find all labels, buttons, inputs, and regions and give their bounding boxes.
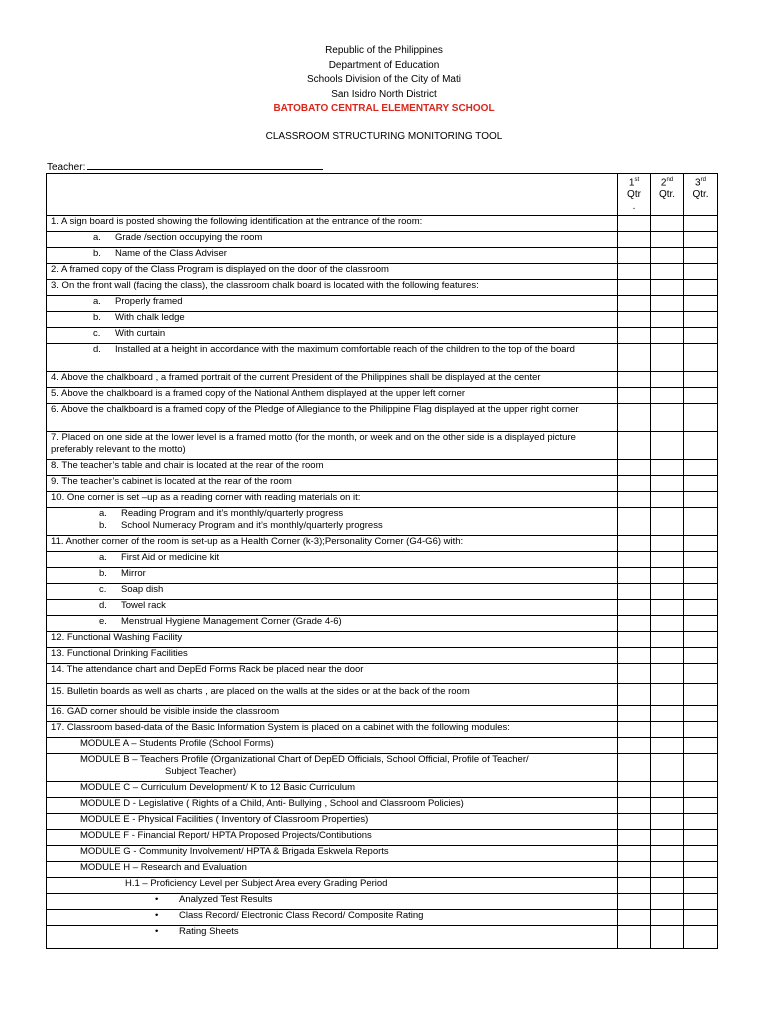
- table-row: [47, 508, 718, 536]
- header-republic: Republic of the Philippines: [325, 45, 443, 56]
- q1-cell[interactable]: [618, 830, 651, 846]
- table-row: [47, 432, 718, 460]
- q3-cell[interactable]: [684, 460, 718, 476]
- q3-cell[interactable]: [684, 738, 718, 754]
- item-5: 5. Above the chalkboard is a framed copy of the National Anthem displayed at the upper left corner: [47, 388, 618, 404]
- q1-cell[interactable]: [618, 738, 651, 754]
- item-15: 15. Bulletin boards as well as charts , are placed on the walls at the sides or at the back of the room: [47, 684, 618, 706]
- table-row: [47, 846, 718, 862]
- table-row: [47, 404, 718, 432]
- table-row: [47, 216, 718, 232]
- q3-cell[interactable]: [684, 926, 718, 949]
- module-h1: H.1 – Proficiency Level per Subject Area every Grading Period: [47, 878, 618, 894]
- table-row: [47, 492, 718, 508]
- table-row: [47, 738, 718, 754]
- item-11c: c. Soap dish: [47, 584, 618, 600]
- table-row: [47, 878, 718, 894]
- q3-cell[interactable]: [684, 476, 718, 492]
- q2-cell[interactable]: [651, 216, 684, 232]
- table-header-row: [47, 174, 718, 216]
- document-header: [0, 44, 768, 117]
- item-2: 2. A framed copy of the Class Program is displayed on the door of the classroom: [47, 264, 618, 280]
- item-14: 14. The attendance chart and DepEd Forms Rack be placed near the door: [47, 664, 618, 684]
- module-h: MODULE H – Research and Evaluation: [47, 862, 618, 878]
- table-row: [47, 280, 718, 296]
- item-11a: a. First Aid or medicine kit: [47, 552, 618, 568]
- q3-cell[interactable]: [684, 232, 718, 248]
- q2-cell[interactable]: [651, 846, 684, 862]
- q2-cell[interactable]: [651, 782, 684, 798]
- table-row: [47, 632, 718, 648]
- table-row: [47, 814, 718, 830]
- module-f: MODULE F - Financial Report/ HPTA Proposed Projects/Contibutions: [47, 830, 618, 846]
- item-16: 16. GAD corner should be visible inside the classroom: [47, 706, 618, 722]
- q2-cell[interactable]: [651, 738, 684, 754]
- item-3c: c. With curtain: [47, 328, 618, 344]
- item-1a: a. Grade /section occupying the room: [47, 232, 618, 248]
- q3-cell[interactable]: [684, 388, 718, 404]
- header-q2: 2nd Qtr.: [651, 174, 684, 216]
- q3-cell[interactable]: [684, 722, 718, 738]
- module-g: MODULE G - Community Involvement/ HPTA & Brigada Eskwela Reports: [47, 846, 618, 862]
- table-row: [47, 600, 718, 616]
- q3-cell[interactable]: [684, 372, 718, 388]
- item-11: 11. Another corner of the room is set-up as a Health Corner (k-3);Personality Corner (G4-G6) with:: [47, 536, 618, 552]
- document-title: CLASSROOM STRUCTURING MONITORING TOOL: [265, 131, 503, 142]
- q2-cell[interactable]: [651, 404, 684, 432]
- table-row: [47, 616, 718, 632]
- q3-cell[interactable]: [684, 894, 718, 910]
- q3-cell[interactable]: [684, 344, 718, 372]
- q1-cell[interactable]: [618, 492, 651, 508]
- q3-cell[interactable]: [684, 846, 718, 862]
- q1-cell[interactable]: [618, 404, 651, 432]
- q3-cell[interactable]: [684, 296, 718, 312]
- teacher-label: Teacher:: [47, 162, 86, 173]
- q3-cell[interactable]: [684, 684, 718, 706]
- table-row: [47, 476, 718, 492]
- q1-cell[interactable]: [618, 312, 651, 328]
- q3-cell[interactable]: [684, 648, 718, 664]
- module-b: MODULE B – Teachers Profile (Organizational Chart of DepED Officials, School Official, Profile of Teacher/ Subject Teacher): [47, 754, 618, 782]
- item-10: 10. One corner is set –up as a reading corner with reading materials on it:: [47, 492, 618, 508]
- q3-cell[interactable]: [684, 492, 718, 508]
- header-q1: 1st Qtr .: [618, 174, 651, 216]
- item-11b: b. Mirror: [47, 568, 618, 584]
- q1-cell[interactable]: [618, 232, 651, 248]
- table-row: [47, 664, 718, 684]
- table-row: [47, 584, 718, 600]
- q2-cell[interactable]: [651, 798, 684, 814]
- q3-cell[interactable]: [684, 910, 718, 926]
- bullet-icon: •: [155, 894, 159, 905]
- q2-cell[interactable]: [651, 862, 684, 878]
- q3-cell[interactable]: [684, 328, 718, 344]
- q2-cell[interactable]: [651, 926, 684, 949]
- q3-cell[interactable]: [684, 536, 718, 552]
- table-row: [47, 910, 718, 926]
- q2-cell[interactable]: [651, 830, 684, 846]
- item-3d: d. Installed at a height in accordance with the maximum comfortable reach of the children to the top of the board: [47, 344, 618, 372]
- q3-cell[interactable]: [684, 862, 718, 878]
- q1-cell[interactable]: [618, 894, 651, 910]
- q2-cell[interactable]: [651, 388, 684, 404]
- item-11d: d. Towel rack: [47, 600, 618, 616]
- q2-cell[interactable]: [651, 280, 684, 296]
- q2-cell[interactable]: [651, 248, 684, 264]
- table-row: [47, 460, 718, 476]
- q3-cell[interactable]: [684, 754, 718, 782]
- q3-cell[interactable]: [684, 600, 718, 616]
- header-department: Department of Education: [328, 59, 440, 71]
- header-q3: 3rd Qtr.: [684, 174, 718, 216]
- q1-cell[interactable]: [618, 264, 651, 280]
- q2-cell[interactable]: [651, 664, 684, 684]
- q3-cell[interactable]: [684, 616, 718, 632]
- q1-cell[interactable]: [618, 754, 651, 782]
- q1-cell[interactable]: [618, 388, 651, 404]
- table-row: [47, 248, 718, 264]
- table-row: [47, 648, 718, 664]
- q1-cell[interactable]: [618, 684, 651, 706]
- q1-cell[interactable]: [618, 372, 651, 388]
- bullet-item: • Rating Sheets: [47, 926, 618, 949]
- q2-cell[interactable]: [651, 600, 684, 616]
- item-12: 12. Functional Washing Facility: [47, 632, 618, 648]
- item-6: 6. Above the chalkboard is a framed copy of the Pledge of Allegiance to the Philippine Flag displayed at the upper right corner: [47, 404, 618, 432]
- q1-cell[interactable]: [618, 296, 651, 312]
- q1-cell[interactable]: [618, 798, 651, 814]
- table-row: [47, 328, 718, 344]
- q3-cell[interactable]: [684, 706, 718, 722]
- table-row: [47, 798, 718, 814]
- item-10ab: a. Reading Program and it’s monthly/quarterly progress b. School Numeracy Program and it’s monthly/quarterly progress: [47, 508, 618, 536]
- q2-cell[interactable]: [651, 894, 684, 910]
- teacher-field: [47, 160, 323, 173]
- q3-cell[interactable]: [684, 552, 718, 568]
- module-a: MODULE A – Students Profile (School Forms): [47, 738, 618, 754]
- table-row: [47, 926, 718, 949]
- q2-cell[interactable]: [651, 910, 684, 926]
- bullet-icon: •: [155, 926, 159, 937]
- module-e: MODULE E - Physical Facilities ( Inventory of Classroom Properties): [47, 814, 618, 830]
- table-row: [47, 296, 718, 312]
- q3-cell[interactable]: [684, 280, 718, 296]
- table-row: [47, 388, 718, 404]
- q3-cell[interactable]: [684, 584, 718, 600]
- table-row: [47, 312, 718, 328]
- item-1b: b. Name of the Class Adviser: [47, 248, 618, 264]
- monitoring-table: [46, 173, 718, 949]
- q2-cell[interactable]: [651, 476, 684, 492]
- q2-cell[interactable]: [651, 632, 684, 648]
- q2-cell[interactable]: [651, 754, 684, 782]
- q3-cell[interactable]: [684, 798, 718, 814]
- table-row: [47, 536, 718, 552]
- q3-cell[interactable]: [684, 432, 718, 460]
- q1-cell[interactable]: [618, 344, 651, 372]
- item-9: 9. The teacher’s cabinet is located at the rear of the room: [47, 476, 618, 492]
- q1-cell[interactable]: [618, 280, 651, 296]
- table-row: [47, 568, 718, 584]
- q1-cell[interactable]: [618, 460, 651, 476]
- q1-cell[interactable]: [618, 862, 651, 878]
- q2-cell[interactable]: [651, 648, 684, 664]
- q1-cell[interactable]: [618, 508, 651, 536]
- q1-cell[interactable]: [618, 248, 651, 264]
- q1-cell[interactable]: [618, 600, 651, 616]
- bullet-item: • Analyzed Test Results: [47, 894, 618, 910]
- item-8: 8. The teacher’s table and chair is located at the rear of the room: [47, 460, 618, 476]
- q2-cell[interactable]: [651, 232, 684, 248]
- header-division: Schools Division of the City of Mati: [307, 74, 461, 85]
- q1-cell[interactable]: [618, 552, 651, 568]
- q2-cell[interactable]: [651, 372, 684, 388]
- q2-cell[interactable]: [651, 552, 684, 568]
- q1-cell[interactable]: [618, 536, 651, 552]
- q1-cell[interactable]: [618, 722, 651, 738]
- q2-cell[interactable]: [651, 536, 684, 552]
- item-3a: a. Properly framed: [47, 296, 618, 312]
- q2-cell[interactable]: [651, 432, 684, 460]
- q3-cell[interactable]: [684, 264, 718, 280]
- table-row: [47, 894, 718, 910]
- q2-cell[interactable]: [651, 264, 684, 280]
- q1-cell[interactable]: [618, 926, 651, 949]
- item-3: 3. On the front wall (facing the class), the classroom chalk board is located with the following features:: [47, 280, 618, 296]
- item-13: 13. Functional Drinking Facilities: [47, 648, 618, 664]
- q1-cell[interactable]: [618, 878, 651, 894]
- q1-cell[interactable]: [618, 584, 651, 600]
- q2-cell[interactable]: [651, 508, 684, 536]
- header-district: San Isidro North District: [331, 88, 437, 100]
- q1-cell[interactable]: [618, 568, 651, 584]
- header-school-name: BATOBATO CENTRAL ELEMENTARY SCHOOL: [273, 103, 495, 114]
- q1-cell[interactable]: [618, 814, 651, 830]
- table-row: [47, 706, 718, 722]
- item-1: 1. A sign board is posted showing the following identification at the entrance of the room:: [47, 216, 618, 232]
- item-4: 4. Above the chalkboard , a framed portrait of the current President of the Philippines shall be displayed at the center: [47, 372, 618, 388]
- q1-cell[interactable]: [618, 706, 651, 722]
- q3-cell[interactable]: [684, 664, 718, 684]
- table-row: [47, 552, 718, 568]
- q1-cell[interactable]: [618, 432, 651, 460]
- table-row: [47, 722, 718, 738]
- q3-cell[interactable]: [684, 568, 718, 584]
- q2-cell[interactable]: [651, 706, 684, 722]
- q2-cell[interactable]: [651, 722, 684, 738]
- q3-cell[interactable]: [684, 216, 718, 232]
- table-row: [47, 684, 718, 706]
- q1-cell[interactable]: [618, 846, 651, 862]
- table-row: [47, 754, 718, 782]
- q2-cell[interactable]: [651, 684, 684, 706]
- table-row: [47, 782, 718, 798]
- q1-cell[interactable]: [618, 216, 651, 232]
- module-d: MODULE D - Legislative ( Rights of a Child, Anti- Bullying , School and Classroom Policies): [47, 798, 618, 814]
- q2-cell[interactable]: [651, 460, 684, 476]
- q3-cell[interactable]: [684, 830, 718, 846]
- q2-cell[interactable]: [651, 814, 684, 830]
- q3-cell[interactable]: [684, 508, 718, 536]
- table-row: [47, 344, 718, 372]
- item-7: 7. Placed on one side at the lower level is a framed motto (for the month, or week and on the other side is a displayed picture preferably relevant to the motto): [47, 432, 618, 460]
- item-3b: b. With chalk ledge: [47, 312, 618, 328]
- q2-cell[interactable]: [651, 568, 684, 584]
- q1-cell[interactable]: [618, 616, 651, 632]
- table-row: [47, 830, 718, 846]
- q2-cell[interactable]: [651, 584, 684, 600]
- q2-cell[interactable]: [651, 328, 684, 344]
- q3-cell[interactable]: [684, 782, 718, 798]
- q3-cell[interactable]: [684, 814, 718, 830]
- header-blank-cell: [47, 174, 618, 216]
- table-row: [47, 232, 718, 248]
- q2-cell[interactable]: [651, 312, 684, 328]
- teacher-blank-line[interactable]: [87, 160, 323, 170]
- item-17: 17. Classroom based-data of the Basic Information System is placed on a cabinet with the following modules:: [47, 722, 618, 738]
- q2-cell[interactable]: [651, 616, 684, 632]
- item-11e: e. Menstrual Hygiene Management Corner (Grade 4-6): [47, 616, 618, 632]
- q3-cell[interactable]: [684, 404, 718, 432]
- q1-cell[interactable]: [618, 328, 651, 344]
- q3-cell[interactable]: [684, 248, 718, 264]
- bullet-icon: •: [155, 910, 159, 921]
- q1-cell[interactable]: [618, 910, 651, 926]
- module-c: MODULE C – Curriculum Development/ K to 12 Basic Curriculum: [47, 782, 618, 798]
- q3-cell[interactable]: [684, 878, 718, 894]
- q2-cell[interactable]: [651, 344, 684, 372]
- q1-cell[interactable]: [618, 664, 651, 684]
- q3-cell[interactable]: [684, 312, 718, 328]
- q3-cell[interactable]: [684, 632, 718, 648]
- q1-cell[interactable]: [618, 632, 651, 648]
- q1-cell[interactable]: [618, 782, 651, 798]
- q2-cell[interactable]: [651, 878, 684, 894]
- q2-cell[interactable]: [651, 296, 684, 312]
- table-row: [47, 862, 718, 878]
- bullet-item: • Class Record/ Electronic Class Record/ Composite Rating: [47, 910, 618, 926]
- q1-cell[interactable]: [618, 476, 651, 492]
- table-row: [47, 372, 718, 388]
- q1-cell[interactable]: [618, 648, 651, 664]
- q2-cell[interactable]: [651, 492, 684, 508]
- table-row: [47, 264, 718, 280]
